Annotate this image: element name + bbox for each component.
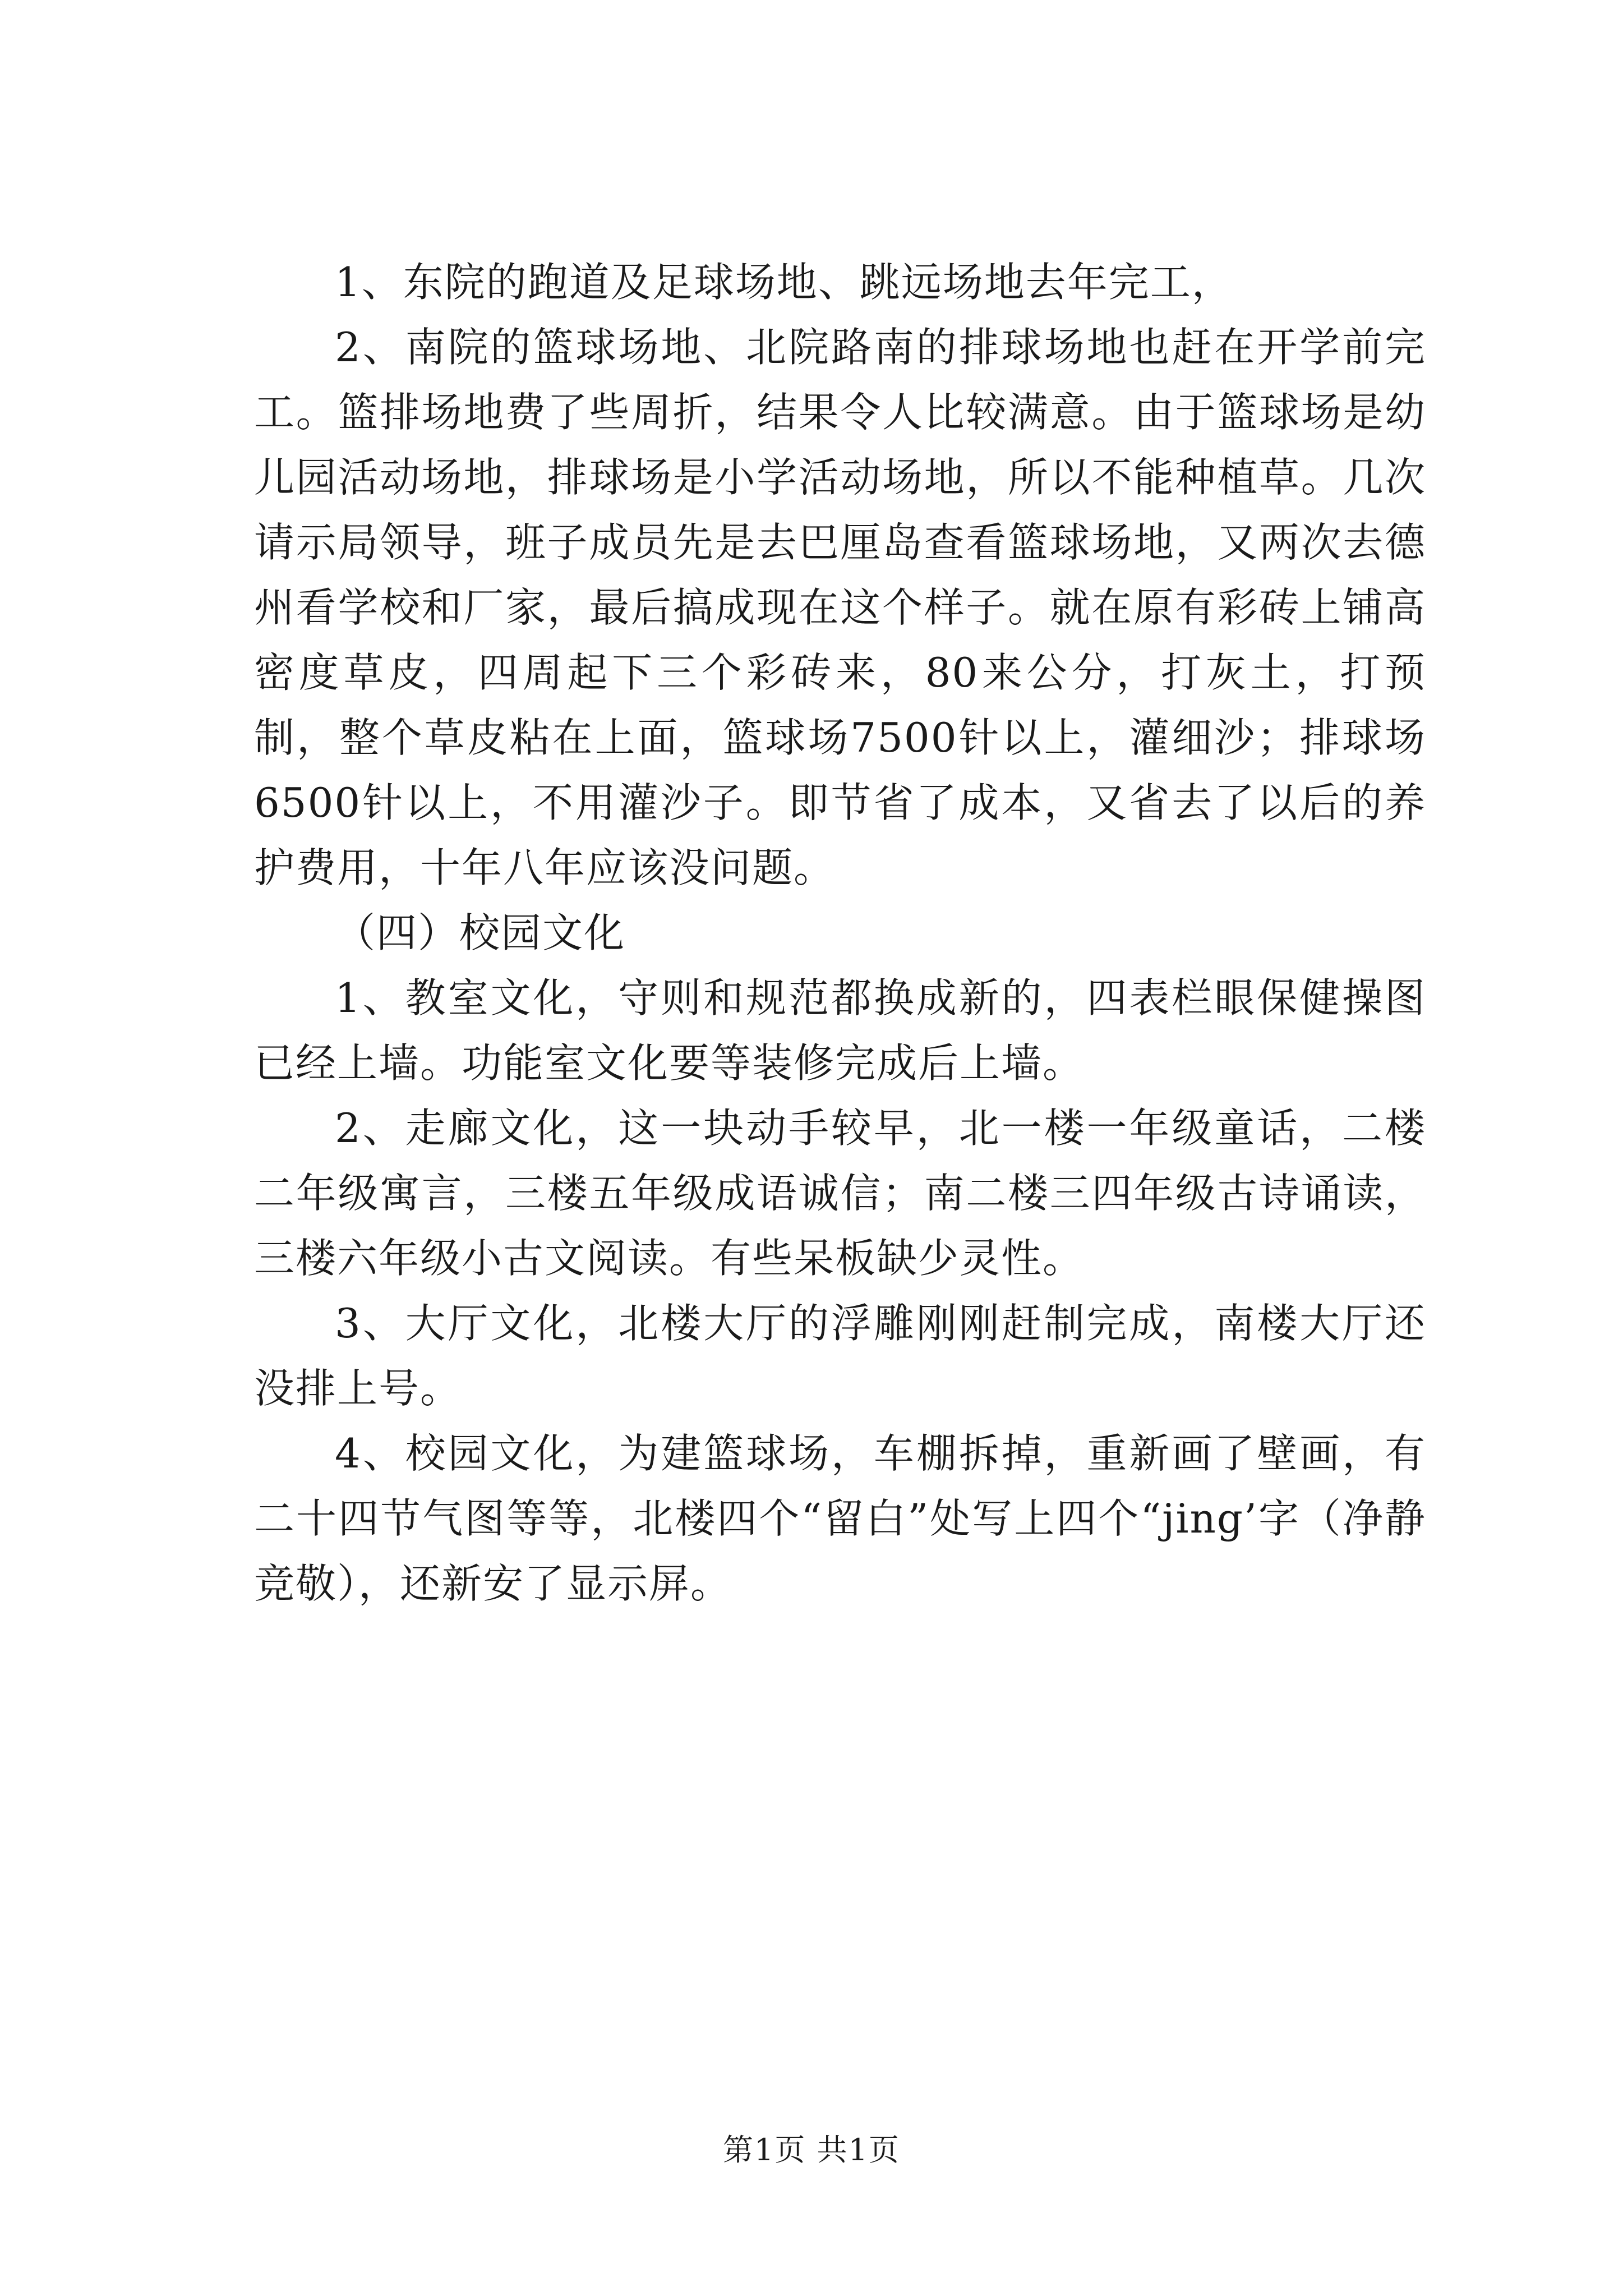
paragraph-corridor-culture: 2、走廊文化，这一块动手较早，北一楼一年级童话，二楼二年级寓言，三楼五年级成语诚信；南二楼三四年级古诗诵读，三楼六年级小古文阅读。有些呆板缺少灵性。 [254,1105,1426,1282]
paragraph-classroom-culture: 1、教室文化，守则和规范都换成新的，四表栏眼保健操图已经上墙。功能室文化要等装修完成后上墙。 [254,974,1426,1087]
paragraph-east-court: 1、东院的跑道及足球场地、跳远场地去年完工， [335,259,1233,306]
paragraph-basketball-volleyball: 2、南院的篮球场地、北院路南的排球场地也赶在开学前完工。篮排场地费了些周折，结果令人比较满意。由于篮球场是幼儿园活动场地，排球场是小学活动场地，所以不能种植草。几次请示局领导，班子成员先是去巴厘岛查看篮球场地，又两次去德州看学校和厂家，最后搞成现在这个样子。就在原有彩砖上铺高密度草皮，四周起下三个彩砖来，80来公分，打灰土，打预制，整个草皮粘在上面，篮球场7500针以上，灌细沙；排球场6500针以上，不用灌沙子。即节省了成本，又省去了以后的养护费用，十年八年应该没问题。 [254,324,1426,891]
paragraph-hall-culture: 3、大厅文化，北楼大厅的浮雕刚刚赶制完成，南楼大厅还没排上号。 [254,1300,1426,1412]
paragraph-campus-culture: 4、校园文化，为建篮球场，车棚拆掉，重新画了壁画，有二十四节气图等等，北楼四个“留白”处写上四个“jing’字（净静竞敬），还新安了显示屏。 [254,1430,1426,1607]
document-body [254,250,1426,1616]
page-footer: 第1页 共1页 [723,2132,900,2168]
section-heading-campus-culture: （四）校园文化 [335,909,626,956]
